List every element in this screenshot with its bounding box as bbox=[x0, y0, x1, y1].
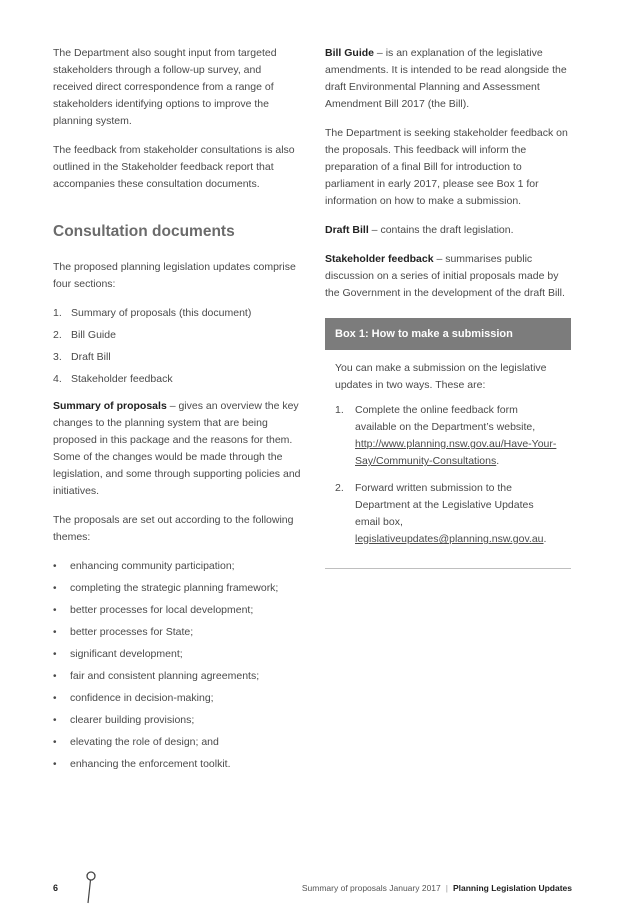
list-item: • fair and consistent planning agreements; bbox=[53, 670, 260, 682]
sections-list bbox=[53, 305, 303, 388]
section-heading: Consultation documents bbox=[53, 223, 235, 240]
list-item: • enhancing community participation; bbox=[53, 560, 235, 572]
list-item: • better processes for State; bbox=[53, 626, 194, 638]
list-item: • elevating the role of design; and bbox=[53, 736, 219, 748]
list-item: • clearer building provisions; bbox=[53, 714, 195, 726]
list-item: 1. Summary of proposals (this document) bbox=[53, 307, 252, 319]
feedback-paragraph: The Department is seeking stakeholder feedback on the proposals. This feedback will inform the preparation of a final Bill for introduction to parliament in early 2017, please see Box 1 for information on how to make a submission. bbox=[325, 127, 568, 207]
submission-box bbox=[325, 318, 571, 569]
themes-list bbox=[53, 558, 303, 773]
list-item: 3. Draft Bill bbox=[53, 351, 111, 363]
map-pin-icon bbox=[83, 870, 99, 904]
page-number: 6 bbox=[53, 883, 59, 893]
list-item: • better processes for local development; bbox=[53, 604, 254, 616]
list-item: 2. Bill Guide bbox=[53, 329, 116, 341]
submission-steps bbox=[335, 402, 561, 548]
bill-guide-definition: Bill Guide – is an explanation of the legislative amendments. It is intended to be read alongside the draft Environmental Planning and Assessment Amendment Bill 2017 (the Bill). bbox=[325, 47, 567, 110]
document-title: Planning Legislation Updates bbox=[452, 883, 572, 893]
sections-intro: The proposed planning legislation updates comprise four sections: bbox=[53, 261, 296, 290]
list-item: • enhancing the enforcement toolkit. bbox=[53, 758, 231, 770]
themes-intro: The proposals are set out according to the following themes: bbox=[53, 514, 294, 543]
submission-box-title: Box 1: How to make a submission bbox=[325, 318, 571, 350]
list-item: 1. Complete the online feedback form available on the Department’s website, http://www.planning.nsw.gov.au/Have-Your-Say/Community-Consultations. bbox=[335, 404, 557, 467]
list-item: • significant development; bbox=[53, 648, 183, 660]
list-item: • completing the strategic planning framework; bbox=[53, 582, 279, 594]
intro-paragraph-1: The Department also sought input from targeted stakeholders through a follow-up survey, and received direct correspondence from a range of stakeholders identifying options to improve the planning system. bbox=[53, 47, 277, 127]
consultation-link[interactable]: http://www.planning.nsw.gov.au/Have-Your-Say/Community-Consultations bbox=[355, 438, 557, 467]
right-column bbox=[325, 45, 571, 569]
summary-definition: Summary of proposals – gives an overview the key changes to the planning system that are being proposed in this package and the reasons for them. Some of the changes would be made through the legislation, and some through supporting policies and initiatives. bbox=[53, 400, 301, 497]
list-item: 4. Stakeholder feedback bbox=[53, 373, 173, 385]
list-item: 2. Forward written submission to the Department at the Legislative Updates email box, legislativeupdates@planning.nsw.gov.au. bbox=[335, 482, 547, 545]
footer-title: Summary of proposals January 2017 | Planning Legislation Updates bbox=[301, 883, 572, 893]
document-label: Summary of proposals January 2017 bbox=[301, 883, 441, 893]
stakeholder-definition: Stakeholder feedback – summarises public discussion on a series of initial proposals made by the Government in the development of the draft Bill. bbox=[325, 253, 565, 299]
email-link[interactable]: legislativeupdates@planning.nsw.gov.au bbox=[355, 533, 544, 545]
submission-box-body bbox=[325, 350, 571, 548]
list-item: • confidence in decision-making; bbox=[53, 692, 214, 704]
intro-paragraph-2: The feedback from stakeholder consultations is also outlined in the Stakeholder feedback report that accompanies these consultation documents. bbox=[53, 144, 295, 190]
draft-bill-definition: Draft Bill – contains the draft legislation. bbox=[325, 224, 514, 236]
left-column bbox=[53, 45, 303, 778]
submission-intro: You can make a submission on the legislative updates in two ways. These are: bbox=[335, 362, 547, 391]
